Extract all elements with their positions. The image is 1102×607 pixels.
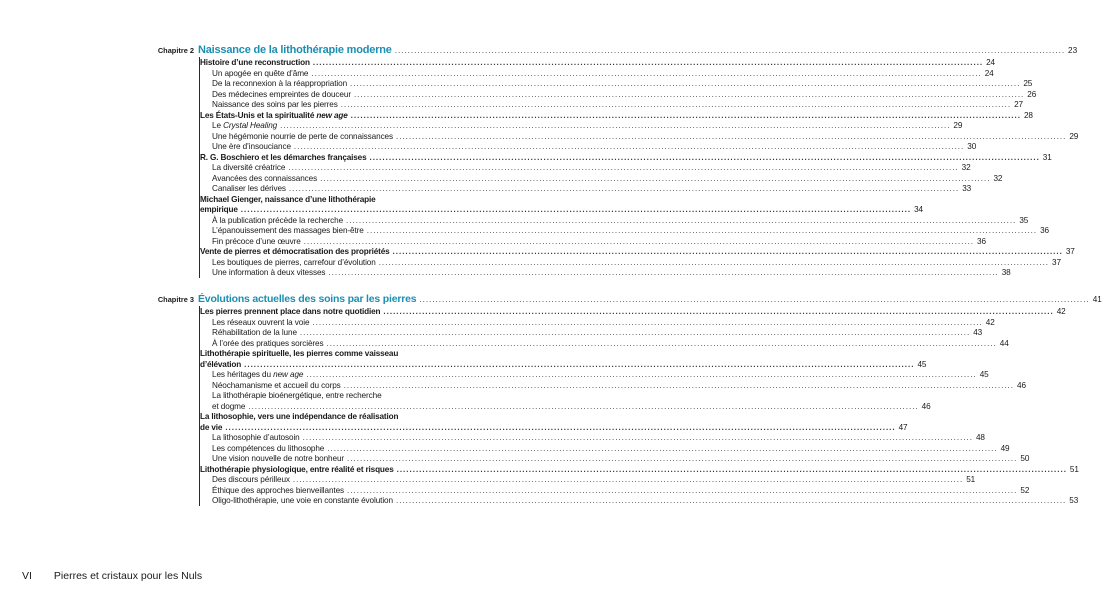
entry-title: Oligo-lithothérapie, une voie en constante évolution [212, 496, 393, 505]
entry-page: 28 [1023, 110, 1033, 120]
subsection-entry [212, 485, 1030, 496]
entry-page: 24 [984, 68, 994, 78]
entry-page: 30 [967, 142, 977, 151]
entry-title: Les compétences du lithosophe [212, 443, 325, 453]
entry-page: 50 [1020, 454, 1030, 463]
subsection-entry [212, 142, 977, 152]
entry-page: 35 [1019, 215, 1029, 225]
entry-page: 46 [1017, 380, 1026, 390]
entry-page: 49 [1000, 443, 1010, 453]
dot-leader [294, 142, 964, 152]
section-rule [199, 57, 200, 278]
section-entry [200, 464, 1079, 475]
chapter-label: Chapitre 3 [157, 295, 194, 304]
entry-title: Les réseaux ouvrent la voie [212, 317, 310, 327]
entry-title: Vente de pierres et démocratisation des propriétés [200, 247, 390, 256]
dot-leader [300, 328, 970, 338]
entry-page: 29 [953, 121, 963, 130]
subsection-entry [212, 184, 972, 194]
entry-page: 44 [999, 338, 1009, 348]
subsection-entry [212, 338, 1009, 349]
dot-leader [354, 90, 1024, 100]
entry-page: 26 [1027, 89, 1037, 99]
subsection-entry [212, 131, 1079, 142]
subsection-entry [212, 328, 983, 338]
dot-leader [393, 247, 1063, 257]
entry-title: De la reconnexion à la réappropriation [212, 79, 348, 88]
entry-title: Histoire d’une reconstruction [200, 58, 310, 67]
entry-page: 27 [1014, 100, 1023, 109]
entry-title: Réhabilitation de la lune [212, 328, 297, 337]
entry-page: 37 [1065, 247, 1075, 256]
entry-page: 51 [1069, 464, 1079, 474]
section-entry-line1: La lithosophie, vers une indépendance de réalisation [200, 412, 399, 421]
dot-leader [241, 205, 911, 215]
chapter-page: 41 [1092, 295, 1102, 304]
chapter-heading [148, 293, 1102, 305]
dot-leader [328, 268, 998, 278]
dot-leader [367, 226, 1037, 236]
chapter-label: Chapitre 2 [157, 46, 194, 55]
section-entry [200, 205, 923, 215]
entry-title-cont: d’élévation [200, 359, 242, 369]
subsection-entry [212, 496, 1079, 506]
entry-page: 33 [962, 184, 972, 193]
subsection-entry [212, 236, 986, 247]
entry-title: Les États-Unis et la spiritualité new age [200, 110, 348, 120]
entry-page: 53 [1069, 496, 1079, 505]
dot-leader [248, 402, 918, 412]
section-entry-line1: Lithothérapie spirituelle, les pierres comme vaisseau [200, 349, 399, 358]
entry-title-cont: et dogme [212, 401, 246, 411]
entry-title: Un apogée en quête d’âme [212, 68, 309, 78]
section-entry [200, 422, 908, 433]
entry-title: Une information à deux vitesses [212, 268, 326, 277]
section-entry [200, 58, 995, 68]
dot-leader [396, 496, 1066, 506]
dot-leader [396, 132, 1066, 142]
entry-title: Le Crystal Healing [212, 121, 278, 130]
chapter-title: Naissance de la lithothérapie moderne [198, 44, 392, 56]
subsection-entry [212, 215, 1029, 226]
entry-title: L’épanouissement des massages bien-être [212, 226, 364, 235]
entry-page: 52 [1020, 485, 1030, 495]
entry-page: 51 [966, 475, 976, 484]
entry-page: 45 [979, 370, 989, 379]
entry-page: 24 [986, 58, 995, 67]
dot-leader [303, 433, 973, 443]
dot-leader [379, 258, 1049, 268]
entry-title: Canaliser les dérives [212, 184, 286, 193]
dot-leader [306, 370, 976, 380]
subsection-entry [212, 443, 1010, 454]
dot-leader [327, 444, 997, 454]
entry-title: À l’orée des pratiques sorcières [212, 338, 324, 348]
entry-page: 43 [973, 328, 983, 337]
entry-title: Naissance des soins par les pierres [212, 100, 338, 109]
entry-title: Les pierres prennent place dans notre quotidien [200, 307, 381, 316]
subsection-entry [212, 475, 976, 485]
entry-title: Fin précoce d’une œuvre [212, 236, 301, 246]
section-entry [200, 359, 927, 370]
entry-title: Les boutiques de pierres, carrefour d’évolution [212, 257, 376, 267]
dot-leader [369, 153, 1039, 163]
dot-leader [395, 46, 1065, 55]
chapter-page: 23 [1068, 46, 1078, 55]
dot-leader [244, 360, 914, 370]
entry-title: Les héritages du new age [212, 370, 304, 379]
entry-page: 36 [977, 236, 986, 246]
entry-page: 42 [1056, 307, 1066, 316]
section-entry-line1: Michael Gienger, naissance d’une lithothérapie [200, 194, 376, 204]
entry-page: 34 [914, 205, 923, 214]
subsection-entry-line1: La lithothérapie bioénergétique, entre recherche [212, 391, 382, 400]
entry-page: 36 [1040, 226, 1049, 235]
dot-leader [347, 486, 1017, 496]
entry-page: 32 [961, 163, 971, 172]
subsection-entry [212, 317, 995, 328]
entry-title: Une hégémonie nourrie de perte de connaissances [212, 131, 394, 141]
entry-title-cont: de vie [200, 422, 223, 432]
dot-leader [383, 307, 1053, 317]
entry-title: Lithothérapie physiologique, entre réalité et risques [200, 464, 394, 474]
entry-title: Des discours périlleux [212, 475, 290, 484]
dot-leader [419, 295, 1089, 304]
subsection-entry [212, 401, 931, 412]
dot-leader [341, 100, 1011, 110]
subsection-entry [212, 268, 1011, 278]
subsection-entry [212, 173, 1003, 184]
dot-leader [326, 339, 996, 349]
dot-leader [288, 163, 958, 173]
subsection-entry [212, 100, 1023, 110]
section-entry [200, 247, 1075, 257]
dot-leader [280, 121, 950, 131]
chapter-heading [148, 44, 1078, 56]
entry-page: 25 [1023, 79, 1033, 88]
dot-leader [320, 174, 990, 184]
dot-leader [346, 216, 1016, 226]
entry-page: 37 [1052, 257, 1061, 267]
entry-title: Une ère d’insouciance [212, 142, 291, 151]
subsection-entry [212, 380, 1026, 391]
dot-leader [347, 454, 1017, 464]
dot-leader [225, 423, 895, 433]
entry-title: Une vision nouvelle de notre bonheur [212, 454, 345, 463]
dot-leader [293, 475, 963, 485]
entry-page: 48 [975, 433, 985, 442]
entry-page: 31 [1042, 152, 1052, 162]
entry-page: 42 [985, 317, 995, 327]
entry-page: 38 [1001, 268, 1011, 277]
entry-page: 47 [898, 422, 908, 432]
entry-title: Des médecines empreintes de douceur [212, 89, 351, 99]
dot-leader [304, 237, 974, 247]
subsection-entry [212, 79, 1033, 89]
entry-title: À la publication précède la recherche [212, 215, 344, 225]
entry-title: Éthique des approches bienveillantes [212, 485, 345, 495]
entry-page: 46 [921, 401, 931, 411]
subsection-entry [212, 433, 985, 443]
entry-title: R. G. Boschiero et les démarches françaises [200, 152, 367, 162]
entry-title: La diversité créatrice [212, 163, 286, 172]
dot-leader [344, 381, 1014, 391]
entry-page: 29 [1069, 131, 1079, 141]
page-footer [22, 570, 202, 582]
entry-page: 32 [993, 173, 1003, 183]
section-rule [199, 306, 200, 506]
footer-book-title: Pierres et cristaux pour les Nuls [53, 570, 203, 582]
subsection-entry [212, 226, 1049, 236]
dot-leader [312, 318, 982, 328]
subsection-entry [212, 89, 1037, 100]
dot-leader [350, 79, 1020, 89]
footer-page-number: VI [22, 570, 32, 582]
subsection-entry [212, 454, 1030, 464]
dot-leader [397, 465, 1067, 475]
subsection-entry [212, 68, 994, 79]
dot-leader [351, 111, 1021, 121]
section-entry [200, 307, 1066, 317]
chapter-title: Évolutions actuelles des soins par les pierres [198, 293, 417, 305]
entry-title: La lithosophie d’autosoin [212, 433, 300, 442]
subsection-entry [212, 163, 971, 173]
section-entry [200, 152, 1052, 163]
entry-title: Avancées des connaissances [212, 173, 318, 183]
entry-title: Néochamanisme et accueil du corps [212, 380, 341, 390]
entry-title-cont: empirique [200, 205, 238, 214]
entry-page: 45 [917, 359, 927, 369]
dot-leader [289, 184, 959, 194]
subsection-entry [212, 370, 989, 380]
dot-leader [311, 69, 981, 79]
subsection-entry [212, 121, 963, 131]
section-entry [200, 110, 1033, 121]
dot-leader [313, 58, 983, 68]
subsection-entry [212, 257, 1061, 268]
